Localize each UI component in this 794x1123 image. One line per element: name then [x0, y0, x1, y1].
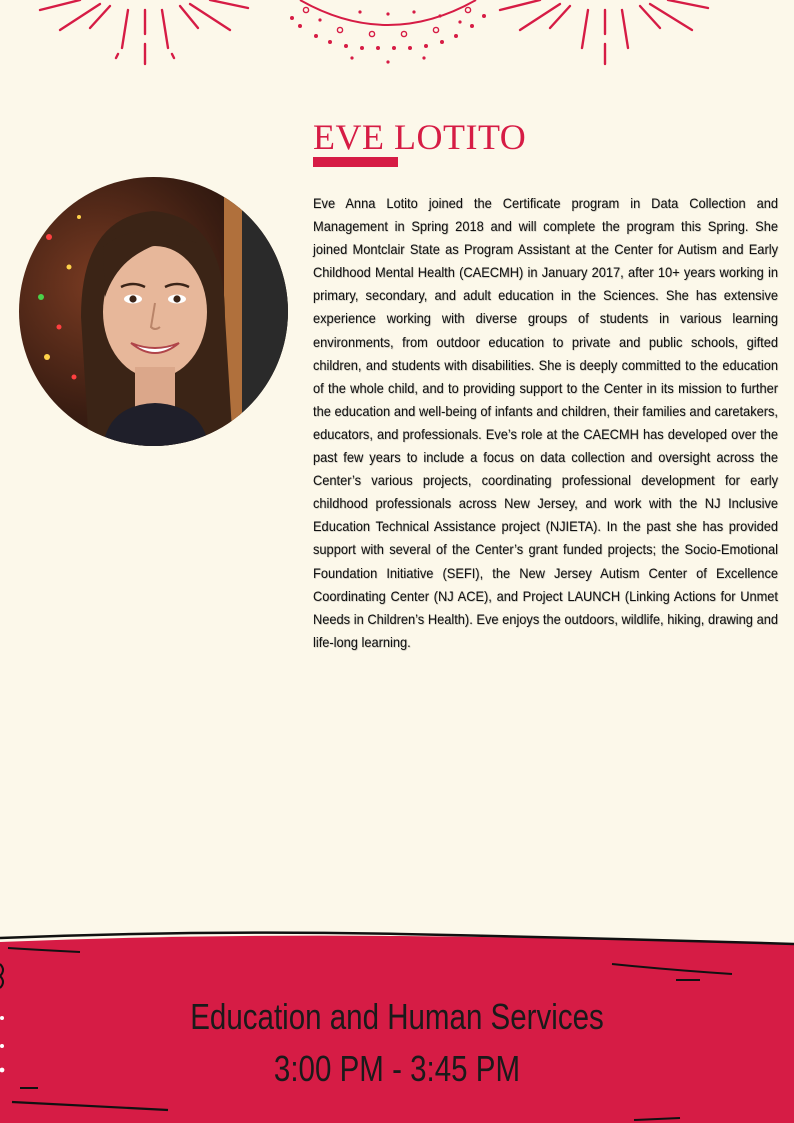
session-time: 3:00 PM - 3:45 PM [273, 1048, 521, 1089]
portrait-illustration [19, 177, 288, 446]
speaker-name: EVE LOTITO [313, 117, 527, 157]
speaker-photo [19, 177, 288, 446]
decorative-fireworks [0, 0, 794, 80]
name-underline-bar [313, 157, 398, 167]
speaker-bio: Eve Anna Lotito joined the Certificate program in Data Collection and Management in Spring 2018 and will complete the program this Spring. She joined Montclair State as Program Assistant at the Center for Autism and Early Childhood Mental Health (CAECMH) in January 2017, after 10+ years working in primary, secondary, and adult education in the Sciences. She has extensive experience working with diverse groups of students in various learning environments, from outdoor education to private and public schools, gifted children, and students with disabilities. She is deeply committed to the education of the whole child, and to providing support to the Center in its mission to further the education and well-being of infants and children, their families and caretakers, educators, and professionals. Eve’s role at the CAECMH has developed over the past few years to include a focus on data collection and oversight across the Center’s various projects, coordinating professional development for early childhood professionals across New Jersey, and work with the NJ Inclusive Education Technical Assistance project (NJIETA). In the past she has provided support with several of the Center’s grant funded projects; the Socio-Emotional Foundation Initiative (SEFI), the New Jersey Autism Center of Excellence Coordinating Center (NJ ACE), and Project LAUNCH (Linking Actions for Unmet Needs in Children’s Health). Eve enjoys the outdoors, wildlife, hiking, drawing and life-long learning. [313, 196, 778, 650]
session-title: Education and Human Services [190, 996, 604, 1037]
